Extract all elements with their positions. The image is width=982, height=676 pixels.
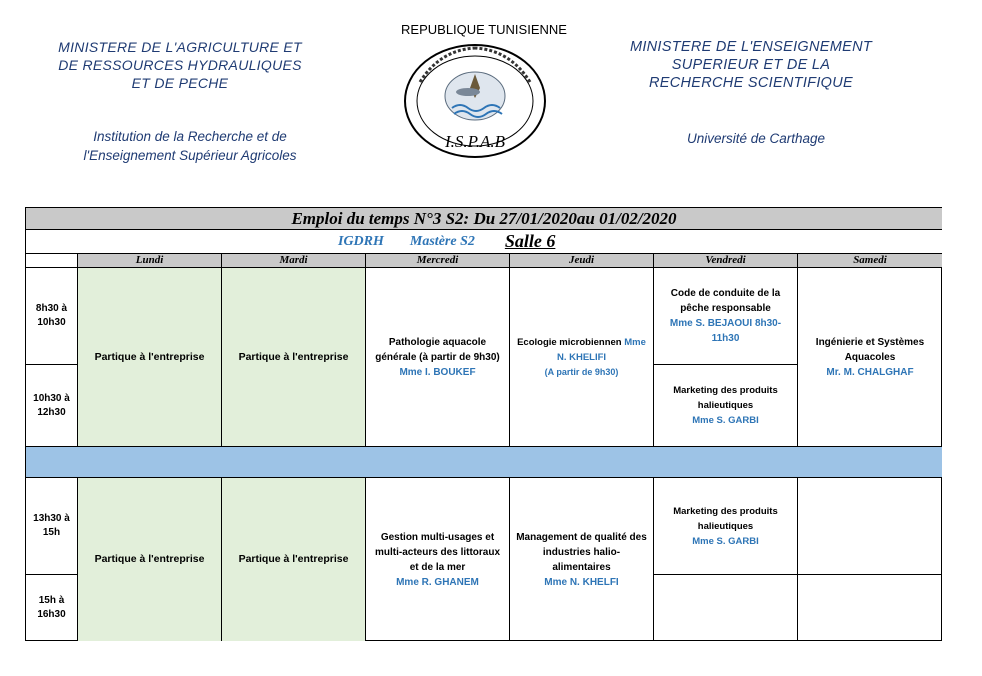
right-university: Université de Carthage (686, 131, 826, 146)
course-title: Code de conduite de la pêche responsable (670, 288, 781, 314)
timetable-title: Emploi du temps N°3 S2: Du 27/01/2020au 01/02/2020 (26, 208, 942, 230)
course-professor: Mme S. BEJAOUI 8h30-11h30 (669, 318, 782, 344)
tuesday-morning-enterprise: Partique à l'entreprise (222, 268, 366, 447)
friday-morning-course-2 (654, 365, 798, 447)
tuesday-afternoon-enterprise: Partique à l'entreprise (222, 478, 366, 641)
course-title: Gestion multi-usages et multi-acteurs des littoraux et de la mer (374, 531, 501, 573)
wednesday-morning-course (366, 268, 510, 447)
program-label: IGDRH (338, 234, 384, 249)
right-ministry-line-2: SUPERIEUR ET DE LA (671, 57, 831, 73)
lunch-break-row (26, 447, 942, 478)
course-title: Pathologie aquacole générale (à partir de 9h30) (375, 336, 500, 363)
course-title: Ecologie microbiennen (517, 336, 622, 348)
left-ministry-line-1: MINISTERE DE L'AGRICULTURE ET (58, 39, 302, 55)
day-header-wednesday: Mercredi (366, 254, 510, 268)
left-ministry-line-3: ET DE PECHE (131, 75, 229, 91)
timetable-subtitle (26, 230, 942, 254)
day-header-friday: Vendredi (654, 254, 798, 268)
time-slot-3: 13h30 à 15h (26, 478, 78, 575)
left-institution-line-2: l'Enseignement Supérieur Agricoles (83, 148, 297, 163)
course-title: Management de qualité des industries halio-alimentaires (516, 531, 647, 573)
monday-morning-enterprise: Partique à l'entreprise (78, 268, 222, 447)
left-institution (40, 127, 340, 165)
course-professor: Mme R. GHANEM (396, 576, 479, 588)
ispab-logo (402, 42, 548, 160)
day-header-monday: Lundi (78, 254, 222, 268)
course-title: Marketing des produits halieutiques (673, 385, 778, 411)
day-header-tuesday: Mardi (222, 254, 366, 268)
time-slot-4: 15h à 16h30 (26, 575, 78, 641)
monday-afternoon-enterprise: Partique à l'entreprise (78, 478, 222, 641)
right-ministry (606, 38, 896, 92)
thursday-morning-course (510, 268, 654, 447)
room-label: Salle 6 (504, 231, 556, 251)
day-header-saturday: Samedi (798, 254, 942, 268)
logo-text: I.S.P.A.B (444, 132, 506, 151)
course-title: Marketing des produits halieutiques (673, 505, 778, 532)
left-institution-line-1: Institution de la Recherche et de (93, 129, 287, 144)
friday-morning-course-1 (654, 268, 798, 365)
saturday-afternoon-empty-1 (798, 478, 942, 575)
day-header-thursday: Jeudi (510, 254, 654, 268)
level-label: Mastère S2 (409, 234, 475, 249)
time-slot-1: 8h30 à 10h30 (26, 268, 78, 365)
corner-cell (26, 254, 78, 268)
course-professor: Mme S. GARBI (692, 535, 759, 547)
republic-title: REPUBLIQUE TUNISIENNE (401, 22, 567, 37)
left-ministry-line-2: DE RESSOURCES HYDRAULIQUES (58, 57, 302, 73)
friday-afternoon-empty (654, 575, 798, 641)
left-ministry (40, 38, 320, 92)
timetable (25, 207, 942, 641)
course-professor: Mme S. GARBI (692, 415, 759, 426)
course-professor: Mme N. KHELIFI (556, 336, 646, 363)
right-ministry-line-3: RECHERCHE SCIENTIFIQUE (649, 75, 853, 91)
thursday-afternoon-course (510, 478, 654, 641)
saturday-afternoon-empty-2 (798, 575, 942, 641)
course-professor: Mme I. BOUKEF (399, 366, 476, 378)
course-professor: Mme N. KHELFI (544, 576, 619, 588)
course-title: Ingénierie et Systèmes Aquacoles (815, 336, 925, 363)
time-slot-2: 10h30 à 12h30 (26, 365, 78, 447)
wednesday-afternoon-course (366, 478, 510, 641)
right-ministry-line-1: MINISTERE DE L'ENSEIGNEMENT (629, 39, 873, 55)
course-note: (A partir de 9h30) (544, 366, 619, 377)
friday-afternoon-course-1 (654, 478, 798, 575)
saturday-morning-course (798, 268, 942, 447)
course-professor: Mr. M. CHALGHAF (826, 366, 914, 378)
